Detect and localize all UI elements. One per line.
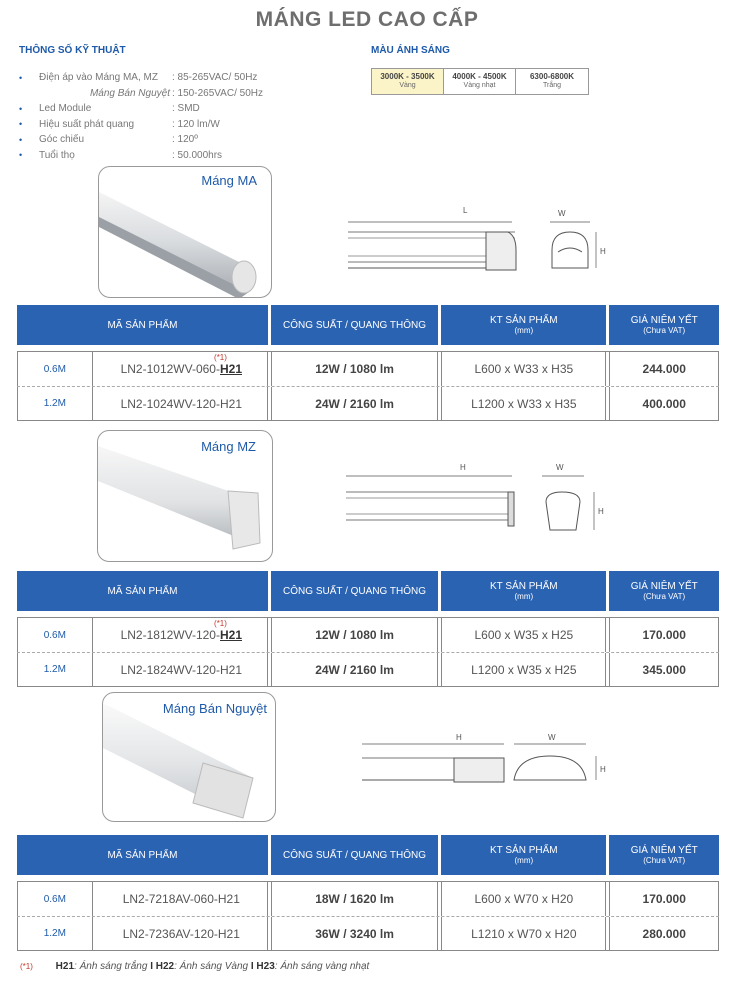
table-row xyxy=(17,652,719,686)
table-row xyxy=(17,916,719,950)
length-cell: 0.6M xyxy=(17,618,93,652)
bullet-icon: • xyxy=(19,150,23,161)
dimension-cell: L1210 x W70 x H20 xyxy=(441,917,606,950)
length-cell: 1.2M xyxy=(17,653,93,686)
header-dim: KT SẢN PHẨM (mm) xyxy=(441,305,606,345)
table-header xyxy=(17,835,719,875)
page-title: MÁNG LED CAO CẤP xyxy=(255,8,479,31)
spec-value: : 120 lm/W xyxy=(172,118,220,130)
length-cell: 0.6M xyxy=(17,882,93,916)
dimension-cell: L600 x W33 x H35 xyxy=(441,352,606,386)
spec-label: Điện áp vào Máng MA, MZ xyxy=(39,72,158,84)
product-code: LN2-1812WV-120- H21 (*1) xyxy=(96,618,268,652)
spec-value: : 120º xyxy=(172,134,198,146)
power-cell: 12W / 1080 lm xyxy=(271,618,438,652)
price-cell: 170.000 xyxy=(609,882,719,916)
power-cell: 12W / 1080 lm xyxy=(271,352,438,386)
spec-label: Led Module xyxy=(39,103,92,115)
header-power: CÔNG SUẤT / QUANG THÔNG xyxy=(271,305,438,345)
label-h: H xyxy=(600,765,606,774)
spec-row xyxy=(19,101,263,117)
spec-value: : 150-265VAC/ 50Hz xyxy=(172,87,263,99)
power-cell: 24W / 2160 lm xyxy=(271,653,438,686)
power-cell: 18W / 1620 lm xyxy=(271,882,438,916)
price-cell: 244.000 xyxy=(609,352,719,386)
product-name: Máng MA xyxy=(201,173,257,188)
specs-heading: THÔNG SỐ KỸ THUẬT xyxy=(19,45,126,56)
length-cell: 0.6M xyxy=(17,352,93,386)
spec-label: Máng Bán Nguyệt xyxy=(89,87,170,99)
product-code: LN2-7236AV-120-H21 xyxy=(96,917,268,950)
label-h: H xyxy=(456,733,462,742)
color-cell-neutral: 4000K - 4500K Vàng nhạt xyxy=(444,69,516,94)
product-name: Máng MZ xyxy=(201,439,256,454)
bullet-icon: • xyxy=(19,72,23,83)
product-name: Máng Bán Nguyệt xyxy=(162,701,267,716)
product-image-ban-nguyet xyxy=(102,692,276,822)
drawing-ban-nguyet xyxy=(358,730,618,790)
product-table-ban-nguyet xyxy=(17,835,719,951)
specs-list xyxy=(19,70,263,163)
spec-label: Tuổi thọ xyxy=(39,149,75,161)
label-w: W xyxy=(558,209,566,218)
table-row xyxy=(17,352,719,386)
header-dim: KT SẢN PHẨM (mm) xyxy=(441,835,606,875)
bullet-icon: • xyxy=(19,119,23,130)
header-price: GIÁ NIÊM YẾT (Chưa VAT) xyxy=(609,305,719,345)
spec-row xyxy=(19,70,263,86)
spec-value: : SMD xyxy=(172,103,200,115)
header-power: CÔNG SUẤT / QUANG THÔNG xyxy=(271,571,438,611)
product-image-mz xyxy=(97,430,273,562)
label-w: W xyxy=(556,463,564,472)
price-cell: 345.000 xyxy=(609,653,719,686)
footnote: (*1) H21: Ánh sáng trắng I H22: Ánh sáng Vàng I H23: Ánh sáng vàng nhạt xyxy=(20,961,370,972)
label-l: L xyxy=(463,206,468,215)
header-power: CÔNG SUẤT / QUANG THÔNG xyxy=(271,835,438,875)
power-cell: 24W / 2160 lm xyxy=(271,387,438,420)
footnote-mark: (*1) xyxy=(20,962,33,971)
header-code: MÃ SẢN PHẨM xyxy=(17,305,268,345)
spec-label: Góc chiếu xyxy=(39,134,85,146)
dimension-cell: L1200 x W35 x H25 xyxy=(441,653,606,686)
spec-value: : 50.000hrs xyxy=(172,149,223,161)
dimension-cell: L600 x W70 x H20 xyxy=(441,882,606,916)
color-cell-white: 6300-6800K Trắng xyxy=(529,72,575,89)
product-table-ma xyxy=(17,305,719,421)
spec-label: Hiệu suất phát quang xyxy=(39,118,135,130)
product-image-ma xyxy=(98,166,272,298)
bullet-icon: • xyxy=(19,103,23,114)
header-price: GIÁ NIÊM YẾT (Chưa VAT) xyxy=(609,835,719,875)
price-cell: 170.000 xyxy=(609,618,719,652)
label-h: H xyxy=(460,463,466,472)
drawing-mz xyxy=(340,462,620,542)
table-header xyxy=(17,571,719,611)
light-color-heading: MÀU ÁNH SÁNG xyxy=(371,45,450,56)
bullet-icon: • xyxy=(19,134,23,145)
spec-row xyxy=(19,86,263,102)
note-mark: (*1) xyxy=(214,619,227,628)
table-header xyxy=(17,305,719,345)
color-cell-warm: 3000K - 3500K Vàng xyxy=(372,69,444,94)
product-code: LN2-1024WV-120-H21 xyxy=(96,387,268,420)
spec-row xyxy=(19,132,263,148)
drawing-ma xyxy=(340,200,620,280)
spec-value: : 85-265VAC/ 50Hz xyxy=(172,72,258,84)
price-cell: 280.000 xyxy=(609,917,719,950)
dimension-cell: L1200 x W33 x H35 xyxy=(441,387,606,420)
product-code: LN2-1012WV-060- H21 (*1) xyxy=(96,352,268,386)
product-table-mz xyxy=(17,571,719,687)
label-h: H xyxy=(598,507,604,516)
length-cell: 1.2M xyxy=(17,387,93,420)
light-color-table xyxy=(371,68,589,95)
header-code: MÃ SẢN PHẨM xyxy=(17,571,268,611)
product-code: LN2-1824WV-120-H21 xyxy=(96,653,268,686)
table-row xyxy=(17,386,719,420)
dimension-cell: L600 x W35 x H25 xyxy=(441,618,606,652)
header-dim: KT SẢN PHẨM (mm) xyxy=(441,571,606,611)
spec-row xyxy=(19,117,263,133)
header-code: MÃ SẢN PHẨM xyxy=(17,835,268,875)
table-row xyxy=(17,618,719,652)
product-code: LN2-7218AV-060-H21 xyxy=(96,882,268,916)
header-price: GIÁ NIÊM YẾT (Chưa VAT) xyxy=(609,571,719,611)
table-row xyxy=(17,882,719,916)
label-h: H xyxy=(600,247,606,256)
length-cell: 1.2M xyxy=(17,917,93,950)
spec-row xyxy=(19,148,263,164)
price-cell: 400.000 xyxy=(609,387,719,420)
note-mark: (*1) xyxy=(214,353,227,362)
label-w: W xyxy=(548,733,556,742)
power-cell: 36W / 3240 lm xyxy=(271,917,438,950)
